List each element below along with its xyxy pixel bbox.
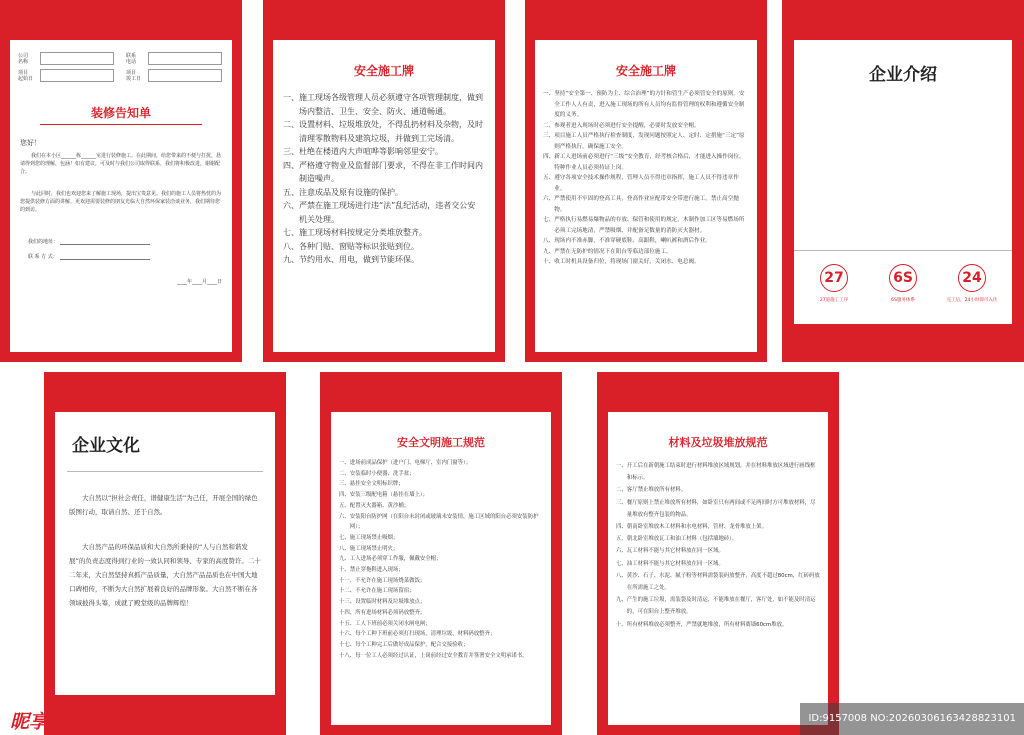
list-item [283,199,483,226]
stat-circle: 6S [889,264,917,292]
list-item [283,186,483,200]
list-item [616,570,820,594]
list-item [543,173,747,194]
item-number: 四、 [283,160,299,170]
item-number: 九、 [283,255,299,264]
item-number: 四、 [616,524,627,531]
item-text: 设置材料、垃圾堆放处，不得乱扔材料及杂物，及时清理零散物料及建筑垃圾，并做到工完场清。 [299,120,483,143]
item-number: 十四、 [339,609,356,616]
item-text: 严禁在施工现场进行违“法”乱纪活动，违者交公安机关处理。 [299,201,476,224]
list-item [339,629,543,640]
item-text: 现场内不准赤脚，不准穿硬底鞋、高跟鞋，喇叭裤和酒后作业。 [554,238,711,244]
civil-panel [320,372,562,735]
item-number: 九、 [616,597,627,604]
watermark-bar [0,703,1024,735]
item-number: 七、 [339,534,350,541]
list-item [616,460,820,484]
item-text: 黄沙、石子、水泥、腻子粉等材料需袋装码放整齐，高度不超过80cm，红砖码放在所需施工之处。 [626,572,820,592]
watermark-logo [10,707,194,734]
item-number: 六、 [283,201,299,210]
item-text: 坚持“安全第一、预防为主、综合治理”的方针和管生产必须管安全的原则。安全工作人人有责，进入施工现场的所有人员均有监督管理的权利和遵循安全制度的义务。 [554,91,745,118]
culture-card [55,412,275,695]
stat-caption: 27道施工工序 [819,298,849,303]
item-text: 杜绝在楼道内大声喧哗等影响邻里安宁。 [299,147,443,156]
list-item [543,236,747,247]
item-number: 三、 [339,481,350,488]
notice-para1: 我们在本小区______栋______室进行装修施工。在此期间，给您带来的不便与打扰，恳请得到您的理解，包涵！如有建议，可及时与我们公司取得联系，我们将积极改进，谢谢配合。 [20,153,222,175]
item-text: 严格遵守物业及监督部门要求，不得在非工作时间内制造噪声。 [299,160,483,183]
safety-board-1-list [283,91,483,267]
item-number: 一、 [283,93,299,102]
address-label: 我们的地址： [28,239,59,245]
civil-list [339,458,543,661]
item-text: 配置灭火器箱、黄沙桶； [349,502,410,509]
item-text: 节约用水、用电，做到节能环保。 [299,255,419,264]
item-number: 十、 [339,567,350,574]
stat-circle: 24 [958,264,986,292]
item-number: 九、 [339,556,350,563]
safety-board-1-card [273,40,495,352]
list-item [543,89,747,121]
item-number: 四、 [339,492,350,499]
material-panel [597,372,839,735]
stat-circle: 27 [820,264,848,292]
safety-board-1-title: 安全施工牌 [353,64,414,78]
item-number: 十、 [616,621,627,628]
civil-title: 安全文明施工规范 [397,436,485,449]
list-item [339,640,543,651]
list-item [283,145,483,159]
list-item [339,469,543,480]
contact-label: 联 系 方 式： [28,254,58,260]
material-card [608,412,828,725]
stat-caption: 完工后，24小时即可入住 [946,298,998,303]
material-list [616,460,820,631]
item-text: 产生的施工垃圾，需装袋及时清运，不能堆放在餐厅，客厅处，如不能及时清运的，可在阳台上整齐堆放。 [626,597,816,616]
item-number: 五、 [543,175,555,181]
list-item [616,497,820,521]
item-number: 七、 [543,217,555,223]
logo-url: www.nipic.com [75,712,194,729]
material-title: 材料及垃圾堆放规范 [668,436,768,449]
list-item [616,619,820,631]
safety-board-2-panel [525,0,767,362]
item-number: 十八、 [339,652,356,659]
item-number: 七、 [616,560,627,567]
item-number: 七、 [283,228,299,237]
item-text: 油工材料不能与其它材料放在同一区域。 [626,560,724,567]
item-number: 二、 [283,120,299,129]
intro-stats [802,264,1004,303]
stat-item [802,264,866,303]
intro-divider [794,250,1012,251]
item-text: 悬挂安全文明标识牌； [349,481,404,488]
item-text: 每个工种完工后做好成品保护，配合交接验收； [355,641,469,648]
item-text: 开工后在新朝施工结束时进行材料堆放区域规划，并在材料堆放区域进行画线框和标示。 [626,463,816,482]
item-number: 八、 [283,241,299,251]
notice-panel [0,0,242,362]
notice-title: 装修告知单 [90,106,151,120]
list-item [339,608,543,619]
list-item [543,215,747,236]
item-number: 一、 [339,460,350,466]
item-text: 朝北卧室堆放瓦工和油工材料（包括墙地砖）。 [626,536,738,543]
item-number: 八、 [616,572,627,579]
list-item [339,512,543,533]
item-number: 十、 [543,259,555,265]
item-number: 十二、 [339,588,356,595]
list-item [339,619,543,630]
item-text: 注意成品及原有设施的保护。 [299,187,403,197]
list-item [339,458,543,469]
item-text: 收工时机具设备归位，将现场门窗关好，关闭水、电总阀。 [554,259,700,265]
list-item [616,533,820,545]
item-text: 工人下班前必须关闭水闸电闸； [355,620,431,627]
list-item [283,253,483,267]
list-item [283,240,483,254]
notice-field-row [18,52,224,65]
list-item [339,576,543,587]
list-item [543,152,747,173]
item-number: 三、 [616,499,627,506]
item-text: 朝南卧室堆放木工材料和水电材料，管材、龙骨堆放上架。 [626,524,767,531]
item-text: 不允许在施工现场留宿； [355,588,415,595]
item-text: 安装临时小便器、洗手盆； [349,470,415,477]
phone-label: 联系 电话 [126,52,137,65]
item-text: 遵守各项安全技术操作规程，管理人员不得违章指挥，施工人员不得违章作业。 [554,175,739,192]
notice-date: ____年____月____日 [176,279,222,285]
item-text: 餐厅原则上禁止堆放所有材料，如卧室只有两间或不足两间时方可堆放材料，尽量堆放有整齐包装的物品。 [626,499,816,518]
list-item [616,521,820,533]
end-date-box [148,69,222,82]
list-item [339,554,543,565]
item-text: 严格执行易燃易爆物品的存放、保管和使用的规定，木制作加工区等易燃场所必须工完场地清，严禁吸烟、并配备足数量的消防灭火器材。 [554,217,745,234]
item-number: 一、 [616,463,627,469]
company-name-box [40,52,114,65]
notice-greeting: 您好！ [20,139,41,147]
notice-card [10,40,232,352]
company-name-label: 公司 名称 [18,52,29,65]
item-text: 客厅禁止堆放所有材料。 [626,487,687,494]
item-text: 每一位工人必须经过认证，上岗前经过安全教育并签署安全文明承诺书。 [355,652,528,659]
notice-contact [28,253,150,260]
logo-text: 昵享网 [10,711,68,733]
item-text: 瓦工材料不能与其它材料放在同一区域。 [626,548,724,555]
item-number: 六、 [543,196,555,202]
safety-board-2-list [543,89,747,268]
address-line [60,244,150,245]
stat-item [871,264,935,303]
intro-card [794,40,1012,324]
notice-fields [18,52,224,82]
item-text: 进场前成品保护（进户门、电梯厅、室内门窗等）； [349,460,472,466]
item-number: 二、 [543,122,555,129]
intro-title: 企业介绍 [869,65,937,85]
stat-item [940,264,1004,303]
list-item [283,118,483,145]
culture-para2: 大自然产品的环保品质和大自然所秉持的“人与自然和谐发展”的负责态度得到行业的一致认同和领导、专家的高度赞许。二十二年来，大自然坚持真抓产品质量，大自然产品品质也在中国大地口碑相传，不断为大自然扩展着良好的品牌形象。大自然不断在各领域披得头筹，成就了殿堂级的品牌辉煌！ [69,543,261,607]
item-number: 二、 [339,470,350,477]
stat-caption: 6S服务体系 [891,298,915,303]
notice-title-rule [40,124,202,125]
list-item [339,533,543,544]
item-number: 六、 [616,548,627,555]
list-item [339,586,543,597]
list-item [616,484,820,496]
item-text: 施工现场禁止吸烟； [349,534,399,541]
item-text: 严禁使用不牢固的登高工具，登高作业应配带安全带进行施工。禁止高空抛物。 [554,196,739,213]
list-item [616,558,820,570]
list-item [283,226,483,240]
list-item [283,91,483,118]
culture-divider [67,471,263,472]
safety-board-2-card [535,40,757,352]
item-text: 严禁在无防护的情况下在阳台等临边部位施工。 [554,248,672,255]
culture-panel [44,372,286,735]
item-number: 十五、 [339,620,356,627]
contact-line [60,259,150,260]
culture-para1: 大自然以“担社会责任，谱健康生活”为己任，开展全国的绿色版图行动，取请自然、还于自然。 [69,494,258,516]
item-text: 禁止穿拖鞋进入现场； [349,567,404,574]
item-number: 九、 [543,248,555,255]
item-number: 六、 [339,513,350,520]
item-text: 项目施工人员严格执行检查制度，发现问题按照定人、定时、定措施“三定”原则严格执行，确保施工安全。 [554,133,745,150]
item-text: 施工现场材料按规定分类堆放整齐。 [299,228,427,237]
item-number: 八、 [339,545,350,552]
list-item [339,501,543,512]
safety-board-2-title: 安全施工牌 [615,64,676,78]
item-text: 参观者进入现场时必须进行安全提醒，必要时发放安全帽。 [554,122,700,129]
item-number: 十三、 [339,599,356,606]
item-number: 一、 [543,91,555,97]
item-text: 施工现场各级管理人员必须遵守各项管理制度，做到场内整洁、卫生、安全、防火、通道畅通。 [299,93,483,116]
phone-box [148,52,222,65]
list-item [543,121,747,132]
item-number: 十六、 [339,631,356,638]
civil-card [331,412,551,725]
list-item [283,159,483,186]
item-number: 八、 [543,238,555,244]
item-text: 工人进场必须穿工作服，佩戴安全帽； [349,556,442,563]
item-text: 新工人进场前必须进行“三级”安全教育，经考核合格后，才能进入操作岗位，特种作业人员必须持证上岗。 [554,154,745,171]
item-text: 所有进场材料必须码放整齐； [355,609,426,616]
item-number: 十一、 [339,577,356,584]
item-text: 不允许在施工现场烧菜做饭； [355,577,426,584]
safety-board-1-panel [263,0,505,362]
item-number: 四、 [543,154,555,160]
list-item [616,594,820,618]
item-number: 五、 [283,187,299,197]
list-item [339,651,543,662]
list-item [543,131,747,152]
notice-field-row [18,69,224,82]
list-item [339,490,543,501]
item-number: 十七、 [339,641,356,648]
watermark-id: ID:9157008 NO:20260306163428823101 [800,703,1024,735]
list-item [616,545,820,557]
list-item [543,247,747,258]
item-text: 所有材料堆放必须整齐，严禁就地堆放，所有材料离墙60cm堆放。 [626,621,788,628]
start-date-label: 项目 起始日 [18,69,34,82]
item-number: 五、 [339,502,350,509]
item-text: 安装阳台防护网（在阳台未封闭或玻璃未安装情，施工区域的阳台必须安装防护网）； [349,513,539,531]
start-date-box [40,69,114,82]
list-item [339,544,543,555]
item-number: 三、 [283,147,299,156]
list-item [543,257,747,268]
list-item [339,597,543,608]
notice-para2: 与此同时，我们也欢迎您来了解施工现场，提出宝贵意见。我们的施工人员将热忱的为您提供装修方面的讲解。更欢迎需要装修的朋友光临大自然环保家装洽谈业务，我们期待您的到访。 [20,191,222,213]
item-text: 各种门贴、窗贴等标识张贴到位。 [299,241,419,251]
culture-title: 企业文化 [72,436,140,456]
list-item [339,479,543,490]
list-item [339,565,543,576]
item-text: 每个工种下班前必须打扫现场，清理垃圾，材料码放整齐； [355,631,496,638]
intro-panel [782,0,1024,362]
list-item [543,194,747,215]
item-text: 安装三级配电箱（悬挂在墙上）； [349,492,428,499]
item-text: 设置临时材料及垃圾堆放点； [355,599,426,606]
item-number: 五、 [616,536,627,543]
item-number: 三、 [543,133,555,139]
item-number: 二、 [616,487,627,494]
notice-address [28,238,150,245]
end-date-label: 项目 竣工日 [126,69,142,82]
item-text: 施工现场禁止明火； [349,545,399,552]
